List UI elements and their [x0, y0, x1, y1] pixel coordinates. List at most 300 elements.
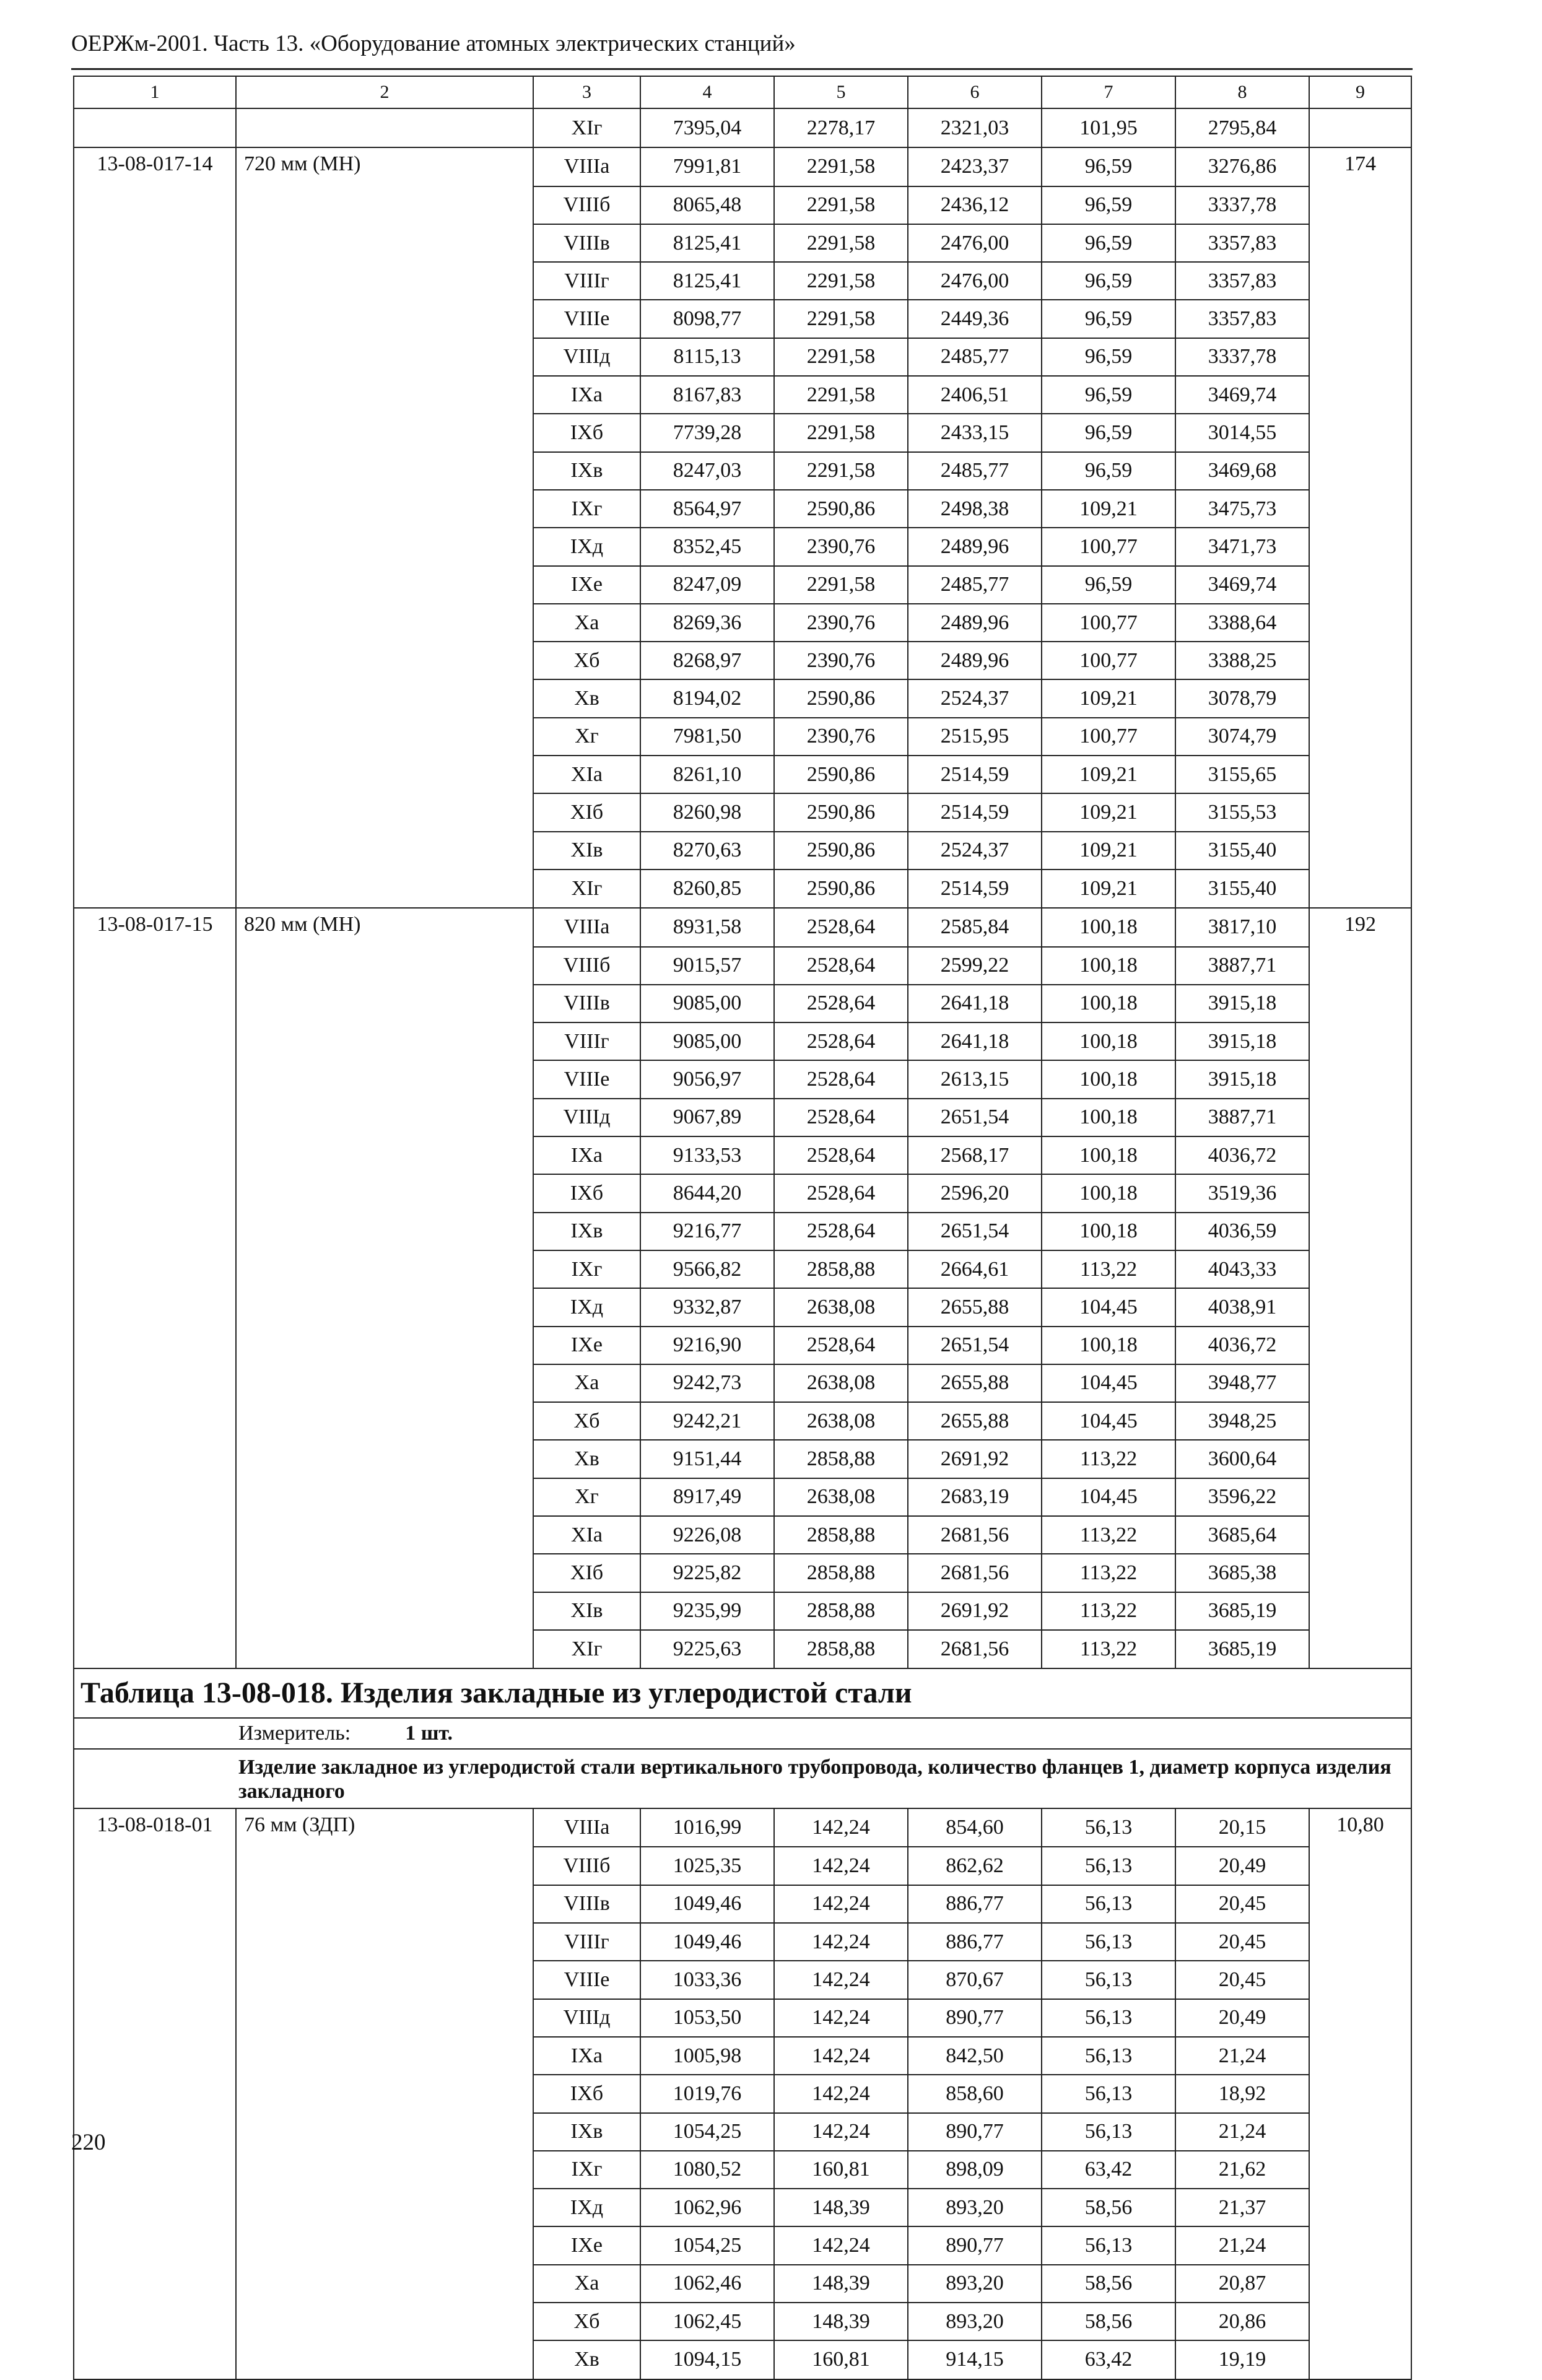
value-cell: 8065,48 — [640, 186, 774, 224]
mass-cell — [1309, 1288, 1411, 1326]
value-cell: IXе — [533, 566, 640, 604]
code-cell: 13-08-018-01 — [74, 1808, 236, 1847]
mass-cell — [1309, 1022, 1411, 1060]
value-cell: 8125,41 — [640, 224, 774, 262]
size-cell — [236, 2037, 533, 2075]
size-cell — [236, 108, 533, 147]
value-cell: IXе — [533, 1327, 640, 1364]
value-cell: 8247,03 — [640, 452, 774, 490]
code-cell — [74, 1554, 236, 1592]
mass-cell — [1309, 338, 1411, 376]
value-cell: 914,15 — [908, 2340, 1042, 2379]
table-row — [74, 756, 1411, 793]
table-row — [74, 1592, 1411, 1630]
value-cell: 109,21 — [1042, 870, 1175, 908]
value-cell: 2291,58 — [774, 376, 908, 414]
value-cell: Xв — [533, 679, 640, 717]
value-cell: 58,56 — [1042, 2265, 1175, 2303]
code-cell — [74, 1174, 236, 1212]
value-cell: 870,67 — [908, 1961, 1042, 1999]
value-cell: 20,87 — [1175, 2265, 1309, 2303]
mass-cell — [1309, 756, 1411, 793]
code-cell — [74, 2151, 236, 2189]
mass-cell — [1309, 1213, 1411, 1250]
value-cell: XIа — [533, 1516, 640, 1554]
code-cell — [74, 528, 236, 565]
value-cell: 2433,15 — [908, 414, 1042, 451]
value-cell: 3685,19 — [1175, 1592, 1309, 1630]
value-cell: 2638,08 — [774, 1288, 908, 1326]
size-cell — [236, 1060, 533, 1098]
value-cell: 890,77 — [908, 2113, 1042, 2151]
table-row — [74, 1961, 1411, 1999]
value-cell: 2568,17 — [908, 1136, 1042, 1174]
value-cell: 9216,77 — [640, 1213, 774, 1250]
value-cell: 2278,17 — [774, 108, 908, 147]
table-row — [74, 1554, 1411, 1592]
code-cell — [74, 1099, 236, 1136]
page-header: ОЕРЖм-2001. Часть 13. «Оборудование атомных электрических станций» — [71, 31, 796, 56]
size-cell — [236, 452, 533, 490]
code-cell — [74, 947, 236, 985]
size-cell — [236, 1961, 533, 1999]
value-cell: 9566,82 — [640, 1250, 774, 1288]
value-cell: 893,20 — [908, 2265, 1042, 2303]
value-cell: 160,81 — [774, 2151, 908, 2189]
value-cell: 2291,58 — [774, 147, 908, 186]
value-cell: 8260,85 — [640, 870, 774, 908]
value-cell: 2599,22 — [908, 947, 1042, 985]
value-cell: 3915,18 — [1175, 1022, 1309, 1060]
mass-cell: 174 — [1309, 147, 1411, 186]
value-cell: 9235,99 — [640, 1592, 774, 1630]
mass-cell — [1309, 1554, 1411, 1592]
value-cell: 2390,76 — [774, 642, 908, 679]
value-cell: 3388,64 — [1175, 604, 1309, 642]
value-cell: 9085,00 — [640, 1022, 774, 1060]
table-row — [74, 1250, 1411, 1288]
value-cell: 2858,88 — [774, 1440, 908, 1478]
value-cell: 100,77 — [1042, 604, 1175, 642]
value-cell: Xг — [533, 1478, 640, 1516]
mass-cell — [1309, 1364, 1411, 1402]
value-cell: IXб — [533, 1174, 640, 1212]
value-cell: 18,92 — [1175, 2075, 1309, 2112]
value-cell: XIг — [533, 108, 640, 147]
value-cell: Xа — [533, 604, 640, 642]
table-row — [74, 147, 1411, 186]
value-cell: 113,22 — [1042, 1516, 1175, 1554]
mass-cell — [1309, 793, 1411, 831]
value-cell: 2291,58 — [774, 186, 908, 224]
size-cell — [236, 2113, 533, 2151]
value-cell: IXв — [533, 1213, 640, 1250]
value-cell: 96,59 — [1042, 414, 1175, 451]
value-cell: 3078,79 — [1175, 679, 1309, 717]
value-cell: IXг — [533, 1250, 640, 1288]
value-cell: 20,45 — [1175, 1961, 1309, 1999]
value-cell: 96,59 — [1042, 566, 1175, 604]
mass-cell: 10,80 — [1309, 1808, 1411, 1847]
value-cell: 9133,53 — [640, 1136, 774, 1174]
value-cell: 2390,76 — [774, 718, 908, 756]
value-cell: 2528,64 — [774, 1213, 908, 1250]
value-cell: 8352,45 — [640, 528, 774, 565]
code-cell — [74, 1961, 236, 1999]
mass-cell — [1309, 2151, 1411, 2189]
value-cell: 96,59 — [1042, 186, 1175, 224]
value-cell: Xв — [533, 2340, 640, 2379]
value-cell: 2651,54 — [908, 1213, 1042, 1250]
size-cell — [236, 1554, 533, 1592]
value-cell: IXб — [533, 2075, 640, 2112]
value-cell: IXг — [533, 2151, 640, 2189]
table-row — [74, 1630, 1411, 1668]
table-row — [74, 528, 1411, 565]
mass-cell — [1309, 490, 1411, 528]
value-cell: 3596,22 — [1175, 1478, 1309, 1516]
value-cell: 2291,58 — [774, 224, 908, 262]
value-cell: 3469,74 — [1175, 376, 1309, 414]
mass-cell — [1309, 2037, 1411, 2075]
value-cell: 3337,78 — [1175, 338, 1309, 376]
size-cell — [236, 186, 533, 224]
value-cell: 100,18 — [1042, 1022, 1175, 1060]
value-cell: 2528,64 — [774, 1099, 908, 1136]
table-row — [74, 832, 1411, 870]
size-cell — [236, 490, 533, 528]
value-cell: 1094,15 — [640, 2340, 774, 2379]
value-cell: 2651,54 — [908, 1099, 1042, 1136]
size-cell — [236, 1885, 533, 1923]
value-cell: VIIIд — [533, 338, 640, 376]
value-cell: 1025,35 — [640, 1847, 774, 1885]
code-cell — [74, 1592, 236, 1630]
table-row — [74, 1808, 1411, 1847]
value-cell: 142,24 — [774, 1923, 908, 1961]
mass-cell — [1309, 1478, 1411, 1516]
value-cell: 2590,86 — [774, 832, 908, 870]
value-cell: 898,09 — [908, 2151, 1042, 2189]
table-row — [74, 642, 1411, 679]
column-number: 7 — [1042, 76, 1175, 108]
value-cell: 3887,71 — [1175, 947, 1309, 985]
value-cell: 56,13 — [1042, 1923, 1175, 1961]
value-cell: 109,21 — [1042, 756, 1175, 793]
header-rule — [71, 68, 1413, 70]
value-cell: 2514,59 — [908, 870, 1042, 908]
value-cell: 2390,76 — [774, 604, 908, 642]
value-cell: 4038,91 — [1175, 1288, 1309, 1326]
code-cell — [74, 604, 236, 642]
value-cell: 104,45 — [1042, 1364, 1175, 1402]
value-cell: VIIIд — [533, 1099, 640, 1136]
code-cell — [74, 832, 236, 870]
column-number: 3 — [533, 76, 640, 108]
value-cell: 2638,08 — [774, 1364, 908, 1402]
value-cell: 104,45 — [1042, 1402, 1175, 1440]
value-cell: 2681,56 — [908, 1554, 1042, 1592]
value-cell: 21,24 — [1175, 2113, 1309, 2151]
size-cell: 820 мм (МН) — [236, 908, 533, 946]
value-cell: 100,18 — [1042, 985, 1175, 1022]
mass-cell — [1309, 262, 1411, 300]
value-cell: 2681,56 — [908, 1516, 1042, 1554]
value-cell: 2638,08 — [774, 1402, 908, 1440]
value-cell: XIг — [533, 1630, 640, 1668]
value-cell: 142,24 — [774, 2113, 908, 2151]
value-cell: 2528,64 — [774, 1060, 908, 1098]
value-cell: 100,18 — [1042, 1213, 1175, 1250]
value-cell: VIIIв — [533, 985, 640, 1022]
value-cell: VIIIб — [533, 1847, 640, 1885]
value-cell: 8931,58 — [640, 908, 774, 946]
table-row — [74, 224, 1411, 262]
code-cell — [74, 2303, 236, 2340]
value-cell: IXб — [533, 414, 640, 451]
code-cell — [74, 985, 236, 1022]
value-cell: 148,39 — [774, 2303, 908, 2340]
value-cell: 2664,61 — [908, 1250, 1042, 1288]
size-cell — [236, 338, 533, 376]
value-cell: 63,42 — [1042, 2151, 1175, 2189]
value-cell: 8564,97 — [640, 490, 774, 528]
mass-cell — [1309, 1440, 1411, 1478]
value-cell: 20,45 — [1175, 1923, 1309, 1961]
value-cell: IXа — [533, 2037, 640, 2075]
value-cell: XIб — [533, 1554, 640, 1592]
value-cell: 3357,83 — [1175, 224, 1309, 262]
value-cell: 2528,64 — [774, 947, 908, 985]
table-row — [74, 1136, 1411, 1174]
code-cell — [74, 1250, 236, 1288]
mass-cell — [1309, 186, 1411, 224]
value-cell: 109,21 — [1042, 793, 1175, 831]
value-cell: 1033,36 — [640, 1961, 774, 1999]
value-cell: 8644,20 — [640, 1174, 774, 1212]
code-cell — [74, 870, 236, 908]
value-cell: 2858,88 — [774, 1630, 908, 1668]
value-cell: 160,81 — [774, 2340, 908, 2379]
value-cell: 2489,96 — [908, 528, 1042, 565]
mass-cell — [1309, 2113, 1411, 2151]
value-cell: 3357,83 — [1175, 300, 1309, 338]
meter-row — [74, 1718, 1411, 1749]
value-cell: 3471,73 — [1175, 528, 1309, 565]
column-number: 6 — [908, 76, 1042, 108]
value-cell: 20,45 — [1175, 1885, 1309, 1923]
value-cell: VIIIа — [533, 1808, 640, 1847]
value-cell: 21,37 — [1175, 2189, 1309, 2226]
value-cell: 8261,10 — [640, 756, 774, 793]
size-cell — [236, 2151, 533, 2189]
mass-cell — [1309, 604, 1411, 642]
value-cell: XIв — [533, 1592, 640, 1630]
code-cell — [74, 1847, 236, 1885]
value-cell: 56,13 — [1042, 1961, 1175, 1999]
code-cell — [74, 1440, 236, 1478]
mass-cell — [1309, 718, 1411, 756]
value-cell: 2406,51 — [908, 376, 1042, 414]
value-cell: 8917,49 — [640, 1478, 774, 1516]
value-cell: 3014,55 — [1175, 414, 1309, 451]
column-number: 2 — [236, 76, 533, 108]
table-row — [74, 870, 1411, 908]
value-cell: Xг — [533, 718, 640, 756]
value-cell: 890,77 — [908, 1999, 1042, 2037]
size-cell — [236, 528, 533, 565]
value-cell: 893,20 — [908, 2189, 1042, 2226]
value-cell: 56,13 — [1042, 1808, 1175, 1847]
value-cell: 2590,86 — [774, 793, 908, 831]
mass-cell — [1309, 832, 1411, 870]
value-cell: 2291,58 — [774, 414, 908, 451]
size-cell — [236, 1213, 533, 1250]
column-number-row — [74, 76, 1411, 108]
value-cell: 2590,86 — [774, 870, 908, 908]
mass-cell — [1309, 1060, 1411, 1098]
value-cell: VIIIг — [533, 1022, 640, 1060]
size-cell — [236, 376, 533, 414]
value-cell: XIв — [533, 832, 640, 870]
table-row — [74, 2265, 1411, 2303]
value-cell: Xа — [533, 2265, 640, 2303]
size-cell — [236, 2226, 533, 2264]
value-cell: 96,59 — [1042, 224, 1175, 262]
value-cell: 7739,28 — [640, 414, 774, 451]
mass-cell — [1309, 1630, 1411, 1668]
value-cell: 100,18 — [1042, 908, 1175, 946]
table-row — [74, 338, 1411, 376]
value-cell: 3155,65 — [1175, 756, 1309, 793]
value-cell: 56,13 — [1042, 1847, 1175, 1885]
value-cell: 3817,10 — [1175, 908, 1309, 946]
value-cell: 1062,96 — [640, 2189, 774, 2226]
mass-cell — [1309, 642, 1411, 679]
mass-cell: 192 — [1309, 908, 1411, 946]
value-cell: Xб — [533, 2303, 640, 2340]
value-cell: IXе — [533, 2226, 640, 2264]
code-cell — [74, 1516, 236, 1554]
mass-cell — [1309, 108, 1411, 147]
value-cell: 56,13 — [1042, 2075, 1175, 2112]
value-cell: 1062,45 — [640, 2303, 774, 2340]
size-cell — [236, 1516, 533, 1554]
value-cell: 4036,59 — [1175, 1213, 1309, 1250]
size-cell — [236, 947, 533, 985]
table-row — [74, 2151, 1411, 2189]
value-cell: 3685,19 — [1175, 1630, 1309, 1668]
value-cell: 9225,63 — [640, 1630, 774, 1668]
mass-cell — [1309, 679, 1411, 717]
value-cell: 1080,52 — [640, 2151, 774, 2189]
table-row — [74, 376, 1411, 414]
value-cell: 3469,74 — [1175, 566, 1309, 604]
value-cell: 2390,76 — [774, 528, 908, 565]
value-cell: 56,13 — [1042, 2113, 1175, 2151]
value-cell: 1049,46 — [640, 1885, 774, 1923]
mass-cell — [1309, 1592, 1411, 1630]
table-row — [74, 1060, 1411, 1098]
value-cell: 20,49 — [1175, 1847, 1309, 1885]
table-row — [74, 1288, 1411, 1326]
table-row — [74, 262, 1411, 300]
column-number: 4 — [640, 76, 774, 108]
table-row — [74, 1099, 1411, 1136]
table-row — [74, 1999, 1411, 2037]
value-cell: 4036,72 — [1175, 1136, 1309, 1174]
value-cell: 142,24 — [774, 2037, 908, 2075]
code-cell — [74, 1630, 236, 1668]
value-cell: 9085,00 — [640, 985, 774, 1022]
table-row — [74, 1847, 1411, 1885]
value-cell: 3074,79 — [1175, 718, 1309, 756]
value-cell: 2515,95 — [908, 718, 1042, 756]
size-cell: 720 мм (МН) — [236, 147, 533, 186]
mass-cell — [1309, 1250, 1411, 1288]
value-cell: 4043,33 — [1175, 1250, 1309, 1288]
value-cell: 7991,81 — [640, 147, 774, 186]
code-cell — [74, 1136, 236, 1174]
size-cell — [236, 1630, 533, 1668]
value-cell: 4036,72 — [1175, 1327, 1309, 1364]
value-cell: 2321,03 — [908, 108, 1042, 147]
value-cell: IXг — [533, 490, 640, 528]
value-cell: 2485,77 — [908, 566, 1042, 604]
value-cell: 113,22 — [1042, 1250, 1175, 1288]
value-cell: 3948,77 — [1175, 1364, 1309, 1402]
value-cell: 8115,13 — [640, 338, 774, 376]
code-cell: 13-08-017-15 — [74, 908, 236, 946]
value-cell: 2528,64 — [774, 1022, 908, 1060]
value-cell: 2291,58 — [774, 300, 908, 338]
value-cell: Xа — [533, 1364, 640, 1402]
mass-cell — [1309, 1847, 1411, 1885]
value-cell: 858,60 — [908, 2075, 1042, 2112]
mass-cell — [1309, 1885, 1411, 1923]
mass-cell — [1309, 1136, 1411, 1174]
size-cell — [236, 2303, 533, 2340]
value-cell: 100,77 — [1042, 528, 1175, 565]
code-cell — [74, 376, 236, 414]
value-cell: 2528,64 — [774, 908, 908, 946]
value-cell: 56,13 — [1042, 1885, 1175, 1923]
code-cell — [74, 108, 236, 147]
code-cell — [74, 642, 236, 679]
value-cell: 2498,38 — [908, 490, 1042, 528]
value-cell: 1054,25 — [640, 2113, 774, 2151]
code-cell — [74, 2189, 236, 2226]
value-cell: VIIIе — [533, 1060, 640, 1098]
value-cell: 3469,68 — [1175, 452, 1309, 490]
code-cell — [74, 1478, 236, 1516]
value-cell: VIIIв — [533, 1885, 640, 1923]
table-row — [74, 1478, 1411, 1516]
value-cell: 3337,78 — [1175, 186, 1309, 224]
value-cell: 1054,25 — [640, 2226, 774, 2264]
size-cell: 76 мм (ЗДП) — [236, 1808, 533, 1847]
value-cell: 100,77 — [1042, 718, 1175, 756]
value-cell: 9216,90 — [640, 1327, 774, 1364]
value-cell: 3155,40 — [1175, 870, 1309, 908]
value-cell: 8098,77 — [640, 300, 774, 338]
value-cell: 142,24 — [774, 2075, 908, 2112]
value-cell: 2485,77 — [908, 452, 1042, 490]
mass-cell — [1309, 947, 1411, 985]
value-cell: 96,59 — [1042, 262, 1175, 300]
value-cell: 2858,88 — [774, 1592, 908, 1630]
size-cell — [236, 2340, 533, 2379]
